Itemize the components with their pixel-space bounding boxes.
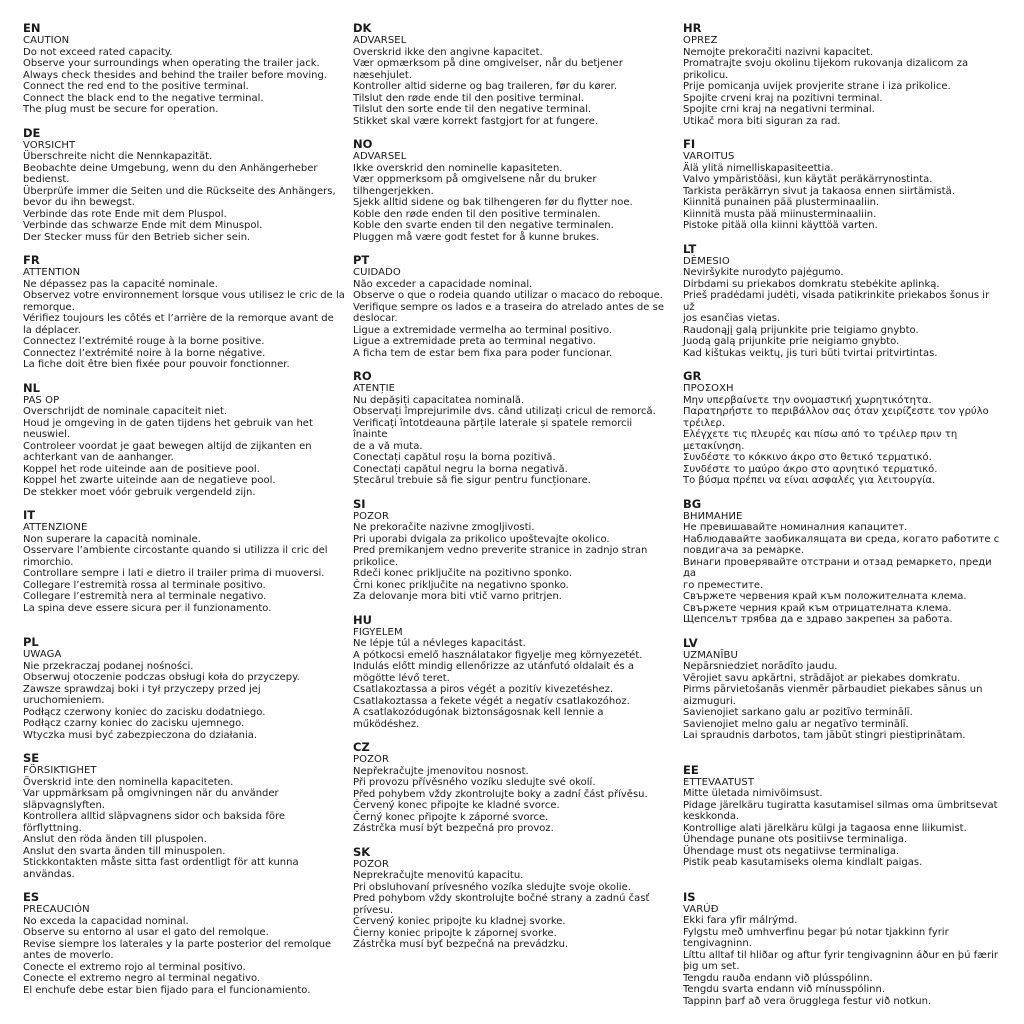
instruction-line: Kiinnitä musta pää miinusterminaaliin. [683, 208, 877, 220]
instruction-line: Verificați întotdeauna părțile laterale și spatele remorcii înainte [353, 417, 633, 440]
instruction-line: prikolice. [353, 556, 399, 568]
language-code: PL [23, 635, 39, 649]
instruction-line: Щепселът трябва да е здраво закрепен за работа. [683, 614, 953, 625]
instruction-line: Beobachte deine Umgebung, wenn du den Anhängerheber [23, 162, 318, 174]
instruction-line: Nie przekraczaj podanej nośności. [23, 660, 194, 672]
instruction-line: De stekker moet vóór gebruik vergendeld zijn. [23, 486, 256, 498]
instruction-line: Juodą galą prijunkite prie neigiamo gnybto. [683, 336, 900, 347]
language-code: HR [683, 21, 702, 35]
warning-heading: PAS OP [23, 394, 60, 406]
instruction-line: Čierny koniec pripojte k zápornej svorke. [353, 927, 557, 939]
instruction-line: bevor du ihn bewegst. [23, 197, 135, 208]
instruction-line: achterkant van de aanhanger. [23, 452, 174, 463]
instruction-line: Tengdu rauða endann við plússpólinn. [683, 972, 873, 984]
section-spacer [683, 232, 1001, 243]
warning-section-lv [683, 637, 1001, 742]
instruction-line: Ne prekoračite nazivne zmogljivosti. [353, 522, 535, 533]
instruction-line: Pred pohybom vždy skontrolujte bočné strany a zadnú časť [353, 893, 650, 904]
warning-section-it [23, 509, 345, 614]
instruction-line: släpvagnslyften. [23, 799, 106, 811]
instruction-line: Always check thesides and behind the trailer before moving. [23, 69, 327, 81]
instruction-line: Raudonąjį galą prijunkite prie teigiamo gnybto. [683, 324, 919, 336]
language-code: IT [23, 508, 36, 522]
instruction-line: Lai spraudnis darbotos, tam jābūt stingri piestiprinātam. [683, 730, 966, 741]
warning-section-hu [353, 614, 669, 731]
instruction-line: Conecte el extremo rojo al terminal positivo. [23, 961, 246, 973]
instruction-line: Observe your surroundings when operating the trailer jack. [23, 58, 320, 69]
instruction-line: Observe su entorno al usar el gato del remolque. [23, 927, 269, 938]
instruction-line: Pirms pārvietošanās vienmēr pārbaudiet piekabes sānus un [683, 684, 983, 695]
warning-heading: VORSICHT [23, 139, 76, 151]
warning-section-lt [683, 243, 1001, 360]
language-code: IS [683, 889, 696, 904]
language-code: NO [353, 137, 373, 151]
warning-section-nl [23, 382, 345, 499]
section-spacer [353, 127, 669, 138]
instruction-line: Nepřekračujte jmenovitou nosnost. [353, 765, 529, 777]
instruction-line: Conecte el extremo negro al terminal negativo. [23, 973, 261, 984]
instruction-line: Observe o que o rodeia quando utilizar o macaco do reboque. [353, 290, 663, 301]
instruction-line: Collegare l’estremità rossa al terminale positivo. [23, 579, 266, 591]
instruction-line: Spojite crveni kraj na pozitivni terminal. [683, 92, 883, 104]
instruction-line: la déplacer. [23, 324, 81, 336]
instruction-line: Stickkontakten måste sitta fast ordentligt för att kunna [23, 857, 299, 868]
warning-heading: OPREZ [683, 35, 718, 46]
warning-heading: PRECAUCIÓN [23, 904, 90, 915]
instruction-line: Tilslut den røde ende til den positive terminal. [353, 92, 584, 104]
warning-heading: ADVARSEL [353, 151, 407, 162]
instruction-line: Kiinnitä punainen pää plusterminaaliin. [683, 197, 880, 208]
instruction-line: A csatlakozódugónak biztonságosnak kell lennie a működéshez. [353, 707, 604, 730]
warning-section-fi [683, 138, 1001, 232]
warning-heading: POZOR [353, 754, 390, 765]
instruction-line: Za delovanje mora biti vtič varno pritrjen. [353, 591, 562, 602]
warning-heading: VAROITUS [683, 151, 735, 162]
instruction-line: Älä ylitä nimelliskapasiteettia. [683, 162, 834, 174]
instruction-line: Pri uporabi dvigala za prikolico upoštevajte okolico. [353, 533, 610, 545]
warning-heading: POZOR [353, 858, 390, 870]
instruction-line: Černý konec připojte k záporné svorce. [353, 811, 549, 823]
instruction-line: Наблюдавайте заобикалящата ви среда, когато работите с [683, 533, 1000, 545]
instruction-line: The plug must be secure for operation. [23, 104, 219, 115]
instruction-line: A ficha tem de estar bem fixa para poder funcionar. [353, 347, 613, 359]
instruction-line: Verbinde das schwarze Ende mit dem Minuspol. [23, 220, 263, 231]
warning-heading: DĖMESIO [683, 255, 730, 267]
instruction-line: τρέιλερ. [683, 417, 726, 429]
warning-heading: FIGYELEM [353, 626, 403, 638]
section-spacer [23, 116, 345, 127]
instruction-line: Ne dépassez pas la capacité nominale. [23, 278, 218, 290]
instruction-line: Var uppmärksam på omgivningen när du använder [23, 788, 279, 799]
instruction-line: användas. [23, 868, 75, 880]
instruction-line: Non superare la capacità nominale. [23, 533, 201, 545]
language-code: GR [683, 369, 702, 383]
instruction-line: Pistik peab kasutamiseks olema kindlalt paigas. [683, 857, 923, 868]
instruction-line: tilhengerjekken. [353, 185, 434, 197]
instruction-line: Connectez l’extrémité noire à la borne négative. [23, 347, 266, 359]
instruction-line: Zawsze sprawdzaj boki i tył przyczepy przed jej uruchomieniem. [23, 683, 261, 706]
instruction-line: Pri obsluhovaní prívesného vozíka sledujte svoje okolie. [353, 881, 631, 893]
language-code: LT [683, 241, 697, 256]
warning-section-fr [23, 254, 345, 371]
instruction-line: Ekki fara yfir málrýmd. [683, 915, 798, 926]
instruction-line: antes de moverlo. [23, 950, 114, 961]
instruction-line: Promatrajte svoju okolinu tijekom rukovanja dizalicom za [683, 58, 969, 69]
instruction-line: Prieš pradėdami judėti, visada patikrinkite priekabos šonus ir už [683, 290, 990, 313]
instruction-line: Indulás előtt mindig ellenőrizze az utánfutó oldalait és a [353, 661, 635, 672]
warning-heading: FÖRSIKTIGHET [23, 765, 97, 776]
instruction-line: Kad kištukas veiktų, jis turi būti tvirtai pritvirtintas. [683, 347, 938, 359]
instruction-line: Csatlakoztassa a piros végét a pozitív kivezetéshez. [353, 684, 614, 695]
instruction-line: Csatlakoztassa a fekete végét a negatív csatlakozóhoz. [353, 695, 630, 707]
language-code: RO [353, 369, 372, 383]
section-spacer [683, 869, 1001, 891]
instruction-line: næsehjulet. [353, 69, 413, 81]
instruction-line: Tilslut den sorte ende til den negative terminal. [353, 104, 592, 115]
section-spacer [23, 614, 345, 636]
warning-section-en [23, 22, 345, 116]
language-code: SE [23, 751, 40, 765]
instruction-line: No exceda la capacidad nominal. [23, 915, 189, 927]
section-spacer [23, 498, 345, 509]
warning-heading: UZMANĪBU [683, 649, 738, 661]
instruction-line: Sjekk alltid sidene og bak tilhengeren før du flytter noe. [353, 197, 633, 208]
section-spacer [353, 243, 669, 254]
instruction-line: Houd je omgeving in de gaten tijdens het gebruik van het [23, 417, 313, 429]
language-code: HU [353, 612, 372, 627]
instruction-line: Controllare sempre i lati e dietro il trailer prima di muoversi. [23, 568, 325, 579]
instruction-line: Koppel het rode uiteinde aan de positieve pool. [23, 463, 260, 475]
language-code: SK [353, 844, 371, 859]
warning-section-is [683, 891, 1001, 1008]
instruction-line: Savienojiet sarkano galu ar pozitīvo terminālī. [683, 707, 913, 718]
section-spacer [23, 880, 345, 891]
section-spacer [23, 371, 345, 382]
instruction-line: Ελέγχετε τις πλευρές και πίσω από το τρέιλερ πριν τη [683, 429, 958, 440]
instruction-line: Свържете черния край към отрицателната клема. [683, 602, 952, 614]
section-spacer [683, 626, 1001, 637]
instruction-line: Überprüfe immer die Seiten und die Rückseite des Anhängers, [23, 185, 336, 197]
instruction-line: Der Stecker muss für den Betrieb sicher sein. [23, 231, 251, 243]
instruction-line: Observați împrejurimile dvs. când utilizați cricul de remorcă. [353, 406, 656, 417]
warning-section-cz [353, 741, 669, 835]
instruction-line: Při provozu přívěsného vozíku sledujte své okolí. [353, 777, 596, 788]
instruction-line: Tengdu svarta endann við mínusspólinn. [683, 984, 886, 995]
language-code: EE [683, 762, 699, 777]
instruction-line: Podłącz czarny koniec do zacisku ujemnego. [23, 718, 245, 729]
instruction-line: Koppel het zwarte uiteinde aan de negatieve pool. [23, 475, 276, 486]
section-spacer [683, 359, 1001, 370]
instruction-line: Överskrid inte den nominella kapaciteten. [23, 776, 234, 788]
instruction-line: Podłącz czerwony koniec do zacisku dodatniego. [23, 706, 266, 718]
instruction-line: Kontrollera alltid släpvagnens sidor och baksida före [23, 811, 286, 822]
warning-heading: CUIDADO [353, 267, 401, 278]
instruction-line: rimorchio. [23, 556, 74, 568]
instruction-line: Винаги проверявайте отстрани и отзад ремаркето, преди да [683, 556, 992, 579]
instruction-line: El enchufe debe estar bien fijado para el funcionamiento. [23, 984, 311, 996]
instruction-line: Nepārsniedziet norādīto jaudu. [683, 661, 838, 672]
warning-heading: ATTENTION [23, 267, 81, 278]
column-right [683, 22, 1001, 1007]
instruction-line: Savienojiet melno galu ar negatīvo terminālī. [683, 718, 909, 730]
warning-heading: ΠΡΟΣΟΧΗ [683, 383, 734, 394]
instruction-line: Osservare l’ambiente circostante quando si utilizza il cric del [23, 545, 328, 556]
instruction-line: Vær oppmerksom på omgivelsene når du bruker [353, 174, 597, 185]
section-spacer [23, 243, 345, 254]
warning-heading: CAUTION [23, 35, 70, 46]
instruction-line: Dirbdami su priekabos domkratu stebėkite aplinką. [683, 278, 940, 290]
instruction-line: bedienst. [23, 174, 70, 185]
instruction-line: Observez votre environnement lorsque vous utilisez le cric de la [23, 290, 345, 301]
instruction-line: Zástrčka musí být bezpečná pro provoz. [353, 823, 554, 834]
instruction-line: Verifique sempre os lados e a traseira do atrelado antes de se [353, 301, 664, 313]
warning-heading: ADVARSEL [353, 35, 407, 46]
warning-section-hr [683, 22, 1001, 127]
instruction-line: Pistoke pitää olla kiinni käyttöä varten. [683, 220, 878, 231]
section-spacer [353, 730, 669, 741]
instruction-line: mögötte lévő teret. [353, 672, 450, 684]
instruction-line: Anslut den röda änden till pluspolen. [23, 834, 207, 845]
warning-heading: ATTENZIONE [23, 522, 88, 533]
instruction-line: de a vă muta. [353, 440, 423, 452]
instruction-line: Ühendage must ots negatiivse terminaliga. [683, 845, 900, 857]
instruction-line: Pred premikanjem vedno preverite stranice in zadnjo stran [353, 545, 648, 556]
language-code: EN [23, 21, 41, 35]
instruction-line: Ikke overskrid den nominelle kapasiteten. [353, 162, 563, 174]
instruction-line: prikolicu. [683, 69, 729, 81]
instruction-line: Wtyczka musi być zabezpieczona do działania. [23, 729, 258, 741]
section-spacer [23, 741, 345, 752]
instruction-line: Spojite crni kraj na negativni terminal. [683, 104, 875, 115]
warning-section-sk [353, 846, 669, 951]
instruction-line: Vérifiez toujours les côtés et l’arrière de la remorque avant de [23, 313, 334, 324]
instruction-line: Ștecărul trebuie să fie sigur pentru funcționare. [353, 475, 591, 486]
instruction-line: Červený koniec pripojte ku kladnej svorke. [353, 916, 566, 927]
warning-section-si [353, 498, 669, 603]
instruction-line: A pótkocsi emelő használatakor figyelje meg környezetét. [353, 649, 643, 661]
warning-section-se [23, 752, 345, 880]
instruction-line: Kontrollige alati järelkäru külgi ja tagaosa enne liikumist. [683, 822, 967, 834]
warning-section-ro [353, 370, 669, 487]
instruction-line: prívesu. [353, 904, 394, 916]
instruction-line: Fylgstu með umhverfinu þegar þú notar tjakkinn fyrir [683, 926, 949, 938]
instruction-line: La spina deve essere sicura per il funzionamento. [23, 602, 272, 614]
warning-section-pl [23, 636, 345, 741]
warning-section-pt [353, 254, 669, 359]
instruction-line: Μην υπερβαίνετε την ονομαστική χωρητικότητα. [683, 394, 932, 406]
instruction-line: Συνδέστε το κόκκινο άκρο στο θετικό τερματικό. [683, 452, 932, 463]
warning-heading: ATENȚIE [353, 383, 396, 394]
warning-heading: POZOR [353, 510, 390, 522]
instruction-line: Koble den røde enden til den positive terminalen. [353, 208, 601, 220]
instruction-line: Neprekračujte menovitú kapacitu. [353, 870, 524, 881]
instruction-line: го преместите. [683, 579, 764, 591]
section-spacer [683, 127, 1001, 138]
language-code: NL [23, 380, 40, 395]
instruction-line: Überschreite nicht die Nennkapazität. [23, 151, 213, 162]
instruction-line: Stikket skal være korrekt fastgjort for at fungere. [353, 115, 599, 127]
instruction-line: Controleer voordat je gaat bewegen altijd de zijkanten en [23, 440, 312, 452]
instruction-line: Connectez l’extrémité rouge à la borne positive. [23, 336, 265, 347]
instruction-line: Συνδέστε το μαύρο άκρο στο αρνητικό τερματικό. [683, 463, 938, 475]
instruction-line: Obserwuj otoczenie podczas obsługi koła do przyczepy. [23, 672, 300, 683]
language-code: BG [683, 496, 702, 511]
instruction-line: Conectați capătul roșu la borna pozitivă. [353, 452, 556, 463]
instruction-line: Ligue a extremidade vermelha ao terminal positivo. [353, 324, 613, 336]
instruction-line: Prije pomicanja uvijek provjerite strane i iza prikolice. [683, 81, 951, 92]
instruction-line: Не превишавайте номиналния капацитет. [683, 522, 908, 533]
warning-heading: VARÚÐ [683, 903, 719, 915]
instruction-line: Connect the red end to the positive terminal. [23, 81, 249, 92]
section-spacer [353, 359, 669, 370]
instruction-line: повдигача за ремарке. [683, 545, 805, 556]
instruction-line: Pidage järelkäru tugiratta kasutamisel silmas oma ümbritsevat [683, 799, 998, 811]
instruction-line: Červený konec připojte ke kladné svorce. [353, 800, 560, 811]
instruction-line: Anslut den svarta änden till minuspolen. [23, 845, 226, 857]
instruction-line: Neviršykite nurodyto pajėgumo. [683, 267, 844, 278]
instruction-line: Do not exceed rated capacity. [23, 46, 173, 58]
instruction-line: Pluggen må være godt festet for å kunne brukes. [353, 231, 600, 243]
instruction-line: Tappinn þarf að vera örugglega festur við notkun. [683, 995, 932, 1007]
language-code: FR [23, 253, 40, 267]
section-spacer [353, 603, 669, 614]
instruction-line: Kontroller altid siderne og bag traileren, før du kører. [353, 81, 618, 92]
instruction-line: neuswiel. [23, 429, 71, 440]
instruction-line: Ne lépje túl a névleges kapacitást. [353, 638, 526, 649]
instruction-line: Revise siempre los laterales y la parte posterior del remolque [23, 938, 332, 950]
instruction-line: Vær opmærksom på dine omgivelser, når du betjener [353, 58, 623, 69]
language-code: DE [23, 125, 41, 140]
warning-section-es [23, 891, 345, 996]
instruction-line: Před pohybem vždy zkontrolujte boky a zadní část přívěsu. [353, 788, 648, 800]
instruction-line: Overschrijdt de nominale capaciteit niet. [23, 406, 228, 417]
warning-section-no [353, 138, 669, 243]
instruction-line: Črni konec priključite na negativno sponko. [353, 579, 569, 591]
instruction-line: Ligue a extremidade preta ao terminal negativo. [353, 336, 596, 347]
instruction-line: Utikač mora biti siguran za rad. [683, 115, 841, 127]
instruction-line: aizmuguri. [683, 695, 736, 707]
instruction-line: Nu depășiți capacitatea nominală. [353, 394, 525, 406]
instruction-line: tengivagninn. [683, 938, 752, 949]
warning-section-ee [683, 764, 1001, 869]
warning-heading: ВНИМАНИЕ [683, 510, 743, 522]
instruction-line: Ühendage punane ots positiivse terminaliga. [683, 834, 908, 845]
instruction-line: μετακίνηση. [683, 440, 745, 452]
instruction-line: Valvo ympäristöäsi, kun käytät peräkärrynostinta. [683, 174, 933, 185]
instruction-line: Tarkista peräkärryn sivut ja takaosa ennen siirtämistä. [683, 185, 955, 197]
warning-section-dk [353, 22, 669, 127]
instruction-line: Líttu alltaf til hliðar og aftur fyrir tengivagninn áður en þú færir [683, 949, 998, 961]
section-spacer [683, 487, 1001, 498]
instruction-line: Παρατηρήστε το περιβάλλον σας όταν χειρίζεστε τον γρύλο [683, 406, 989, 417]
instruction-line: deslocar. [353, 313, 398, 324]
language-code: FI [683, 137, 696, 151]
section-spacer [353, 487, 669, 498]
instruction-line: Vērojiet savu apkārtni, strādājot ar piekabes domkratu. [683, 672, 961, 684]
language-code: DK [353, 21, 372, 35]
instruction-line: Não exceder a capacidade nominal. [353, 278, 533, 290]
instruction-line: Το βύσμα πρέπει να είναι ασφαλές για λειτουργία. [683, 475, 936, 486]
language-code: CZ [353, 740, 370, 754]
instruction-line: förflyttning. [23, 822, 82, 834]
instruction-line: Mitte ületada nimivõimsust. [683, 788, 823, 799]
instruction-line: La fiche doit être bien fixée pour pouvoir fonctionner. [23, 359, 290, 370]
section-spacer [353, 835, 669, 846]
instruction-line: Connect the black end to the negative terminal. [23, 92, 264, 104]
section-spacer [683, 742, 1001, 764]
instruction-line: þig um set. [683, 961, 740, 972]
warning-heading: UWAGA [23, 649, 62, 660]
instruction-line: Conectați capătul negru la borna negativă. [353, 463, 568, 475]
warning-section-de [23, 127, 345, 244]
warning-section-bg [683, 498, 1001, 626]
instruction-line: Koble den svarte enden til den negative terminalen. [353, 220, 614, 231]
language-code: SI [353, 496, 366, 511]
warning-section-gr [683, 370, 1001, 487]
instruction-line: Rdeči konec priključite na pozitivno sponko. [353, 568, 573, 579]
instruction-line: remorque. [23, 301, 75, 313]
instruction-line: Свържете червения край към положителната клема. [683, 591, 967, 602]
language-code: LV [683, 635, 698, 650]
instruction-line: keskkonda. [683, 811, 740, 822]
instruction-line: Collegare l’estremità nera al terminale negativo. [23, 591, 267, 602]
instruction-line: Overskrid ikke den angivne kapacitet. [353, 46, 543, 58]
language-code: PT [353, 253, 370, 267]
instruction-line: jos esančias vietas. [683, 313, 781, 324]
language-code: ES [23, 890, 40, 904]
instruction-line: Nemojte prekoračiti nazivni kapacitet. [683, 46, 874, 58]
instruction-line: Verbinde das rote Ende mit dem Pluspol. [23, 208, 227, 220]
instruction-line: Zástrčka musí byť bezpečná na prevádzku. [353, 939, 569, 950]
warning-heading: ETTEVAATUST [683, 776, 755, 788]
column-left [23, 22, 345, 996]
column-middle [353, 22, 669, 951]
